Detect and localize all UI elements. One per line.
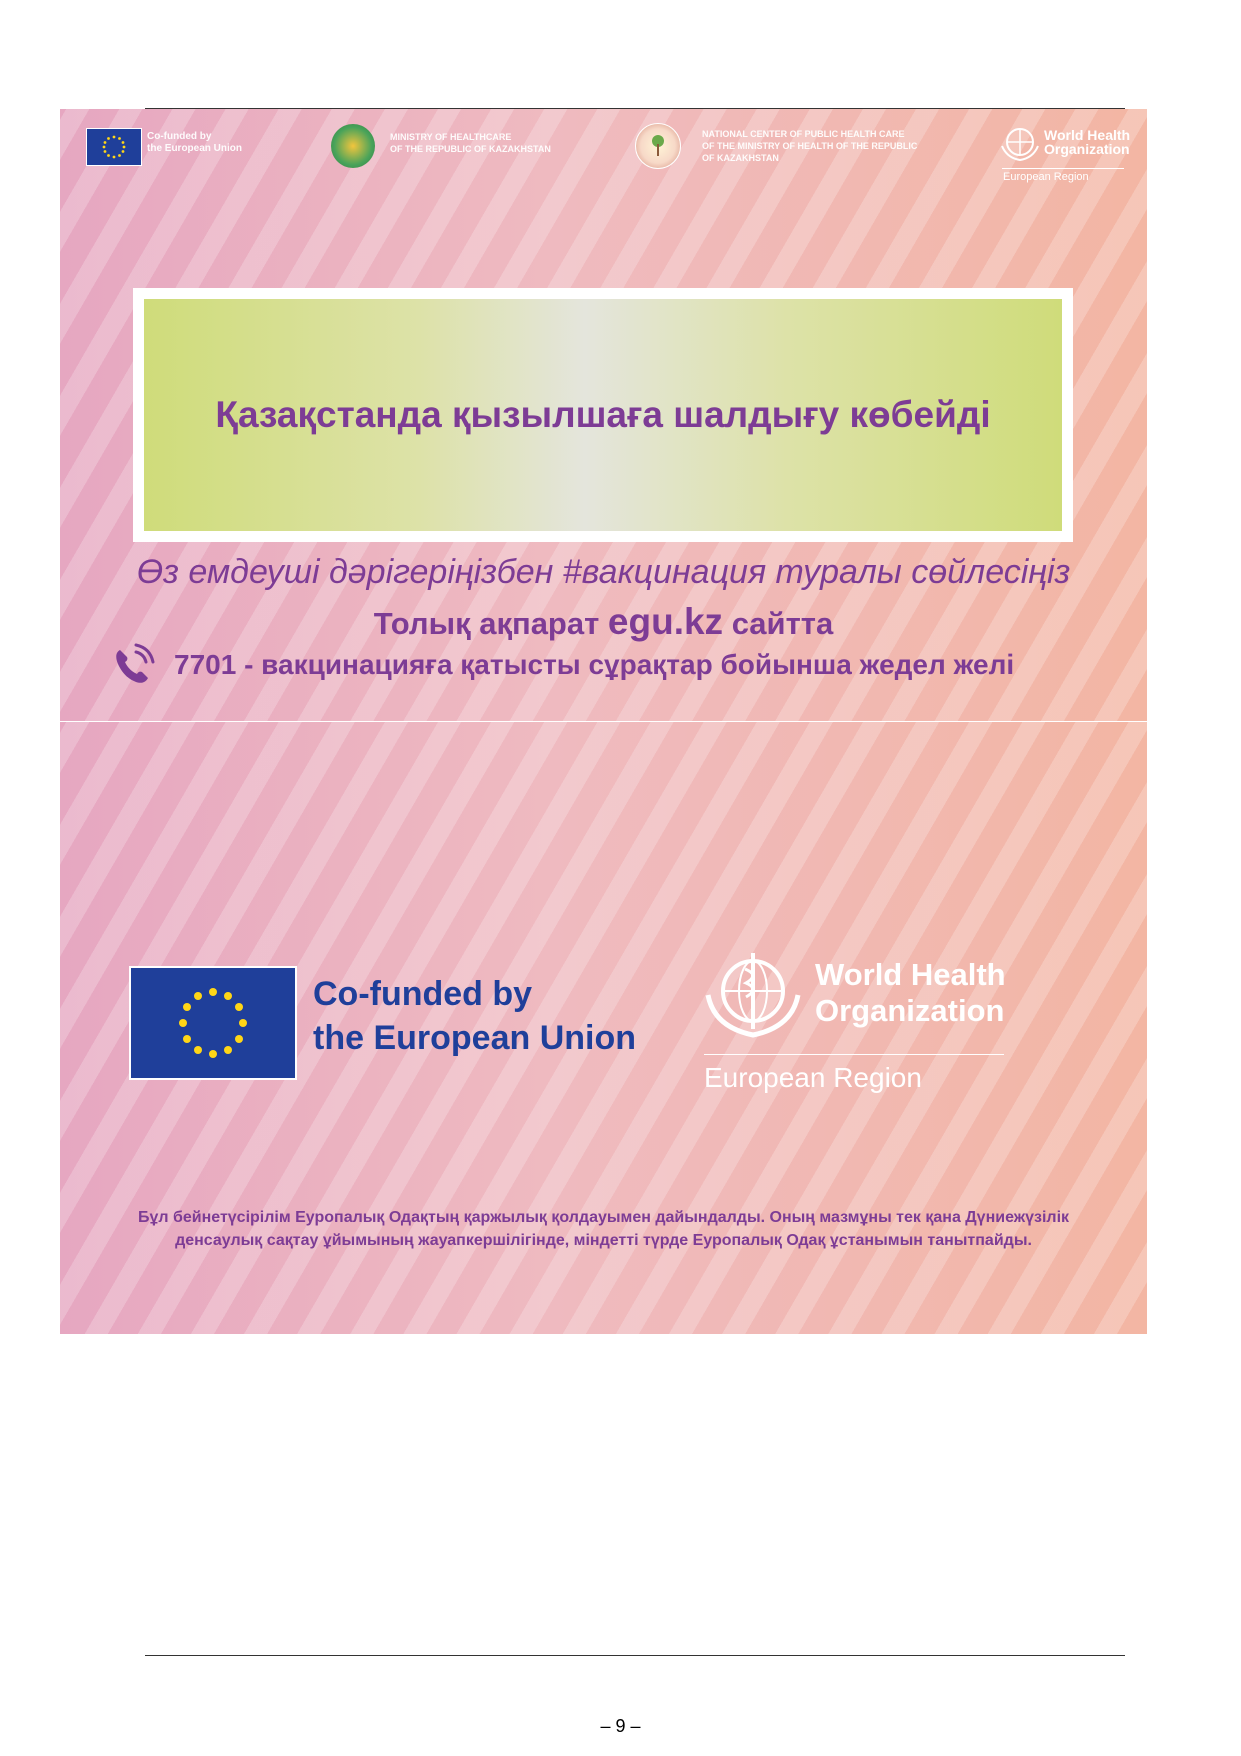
who-small-divider	[1002, 168, 1124, 169]
who-label-large: World Health Organization	[815, 957, 1006, 1028]
page-number: – 9 –	[600, 1716, 641, 1736]
who-label-small: World Health Organization	[1044, 127, 1131, 157]
eu-label-small: Co-funded by the European Union	[147, 131, 242, 154]
who-emblem-icon	[999, 122, 1041, 162]
vaccination-advice: Өз емдеуші дәрігеріңізбен #вакцинация туралы сөйлесіңіз	[136, 553, 1071, 591]
ncph-label: NATIONAL CENTER OF PUBLIC HEALTH CARE OF THE MINISTRY OF HEALTH OF THE REPUBLIC OF KAZAKHSTAN	[702, 129, 918, 163]
who-large-divider	[704, 1054, 1004, 1055]
kazakhstan-emblem-icon	[331, 124, 375, 168]
eu-cofunded-label: Co-funded by the European Union	[313, 975, 636, 1057]
hotline-text: 7701 - вакцинацияға қатысты сұрақтар бойынша жедел желі	[174, 649, 1015, 680]
info-site-link[interactable]: egu.kz	[607, 601, 724, 642]
bottom-rule	[145, 1655, 1125, 1656]
who-emblem-large-icon	[700, 947, 806, 1039]
info-prefix: Толық ақпарат	[373, 606, 600, 641]
info-suffix: сайтта	[731, 606, 834, 641]
slide-measles-notice	[60, 109, 1147, 721]
slide-cofunding	[60, 722, 1147, 1334]
eu-flag-large-icon	[129, 966, 297, 1080]
ncph-emblem-icon	[635, 123, 681, 169]
title-box	[133, 288, 1073, 542]
phone-icon	[110, 642, 156, 688]
funding-disclaimer: Бұл бейнетүсірілім Еуропалық Одақтың қаржылық қолдауымен дайындалды. Оның мазмұны тек қана Дүниежүзілік денсаулық сақтау ұйымының жауапкершілігінде, міндетті түрде Еуропалық Одақ ұстанымын танытпайды.	[137, 1209, 1070, 1249]
info-line	[60, 601, 1147, 643]
eu-flag-icon	[86, 128, 142, 166]
who-region-small: European Region	[1003, 171, 1089, 183]
slide-title: Қазақстанда қызылшаға шалдығу көбейді	[215, 394, 991, 435]
ministry-label: MINISTRY OF HEALTHCARE OF THE REPUBLIC OF KAZAKHSTAN	[390, 132, 551, 154]
hotline-row	[110, 642, 1110, 688]
who-region-large: European Region	[704, 1062, 922, 1093]
